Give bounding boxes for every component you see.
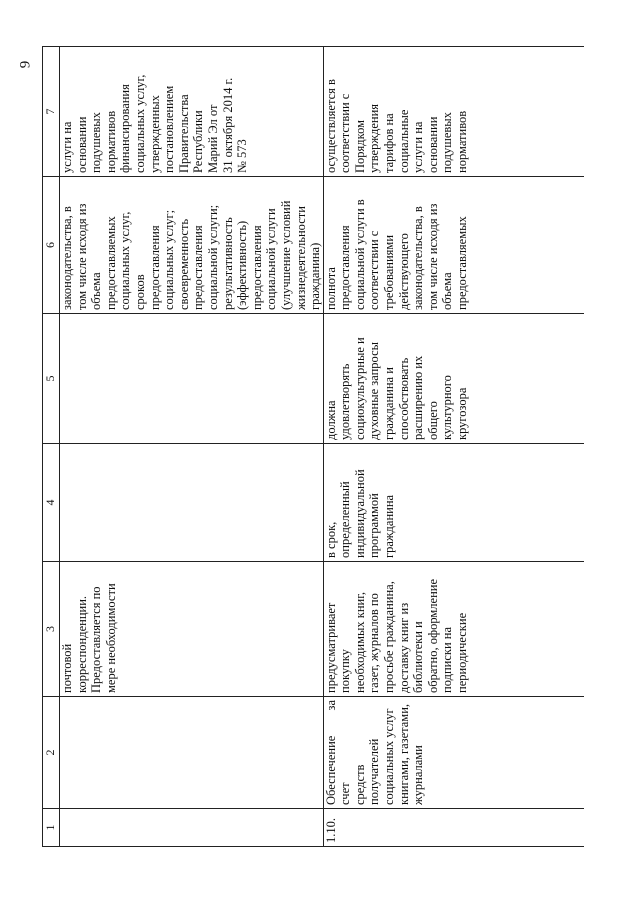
- cell-number: [60, 809, 324, 847]
- header-col-5: 5: [43, 314, 60, 444]
- header-col-6: 6: [43, 177, 60, 314]
- cell-service-name: Обеспечение за счет средств получателей социальных услуг книгами, газетами, журналами: [323, 697, 584, 809]
- table-row-1-10: [323, 47, 584, 847]
- cell-service-term: [60, 444, 324, 562]
- cell-provision-conditions: осуществляется в соответствии с Порядком утверждения тарифов на социальные услуги на основании подушевых нормативов: [323, 47, 584, 177]
- cell-service-term: в срок, определенный индивидуальной программой гражданина: [323, 444, 584, 562]
- cell-quality-indicators: полнота предоставления социальной услуги в соответствии с требованиями действующего законодательства, в том числе исходя из объема предоставляемых: [323, 177, 584, 314]
- cell-service-volume: [60, 314, 324, 444]
- page-number: 9: [17, 60, 34, 69]
- cell-service-content: предусматривает покупку необходимых книг, газет, журналов по просьбе гражданина, доставку книг из библиотеки и обратно, оформление подписки на периодические: [323, 562, 584, 697]
- cell-service-volume: должна удовлетворять социокультурные и духовные запросы гражданина и способствовать расширению их общего культурного кругозора: [323, 314, 584, 444]
- header-col-4: 4: [43, 444, 60, 562]
- cell-number: 1.10.: [323, 809, 584, 847]
- header-col-3: 3: [43, 562, 60, 697]
- table-header-row: [43, 47, 60, 847]
- header-col-1: 1: [43, 809, 60, 847]
- header-col-2: 2: [43, 697, 60, 809]
- table-row-continued: [60, 47, 324, 847]
- cell-service-name: [60, 697, 324, 809]
- cell-service-content: почтовой корреспонденции. Предоставляется по мере необходимости: [60, 562, 324, 697]
- rotated-table-wrapper: [42, 47, 582, 847]
- header-col-7: 7: [43, 47, 60, 177]
- cell-provision-conditions: услуги на основании подушевых нормативов финансирования социальных услуг, утвержденных постановлением Правительства Республики Марий Эл от 31 октября 2014 г. № 573: [60, 47, 324, 177]
- cell-quality-indicators: законодательства, в том числе исходя из объема предоставляемых социальных услуг, сроков предоставления социальных услуг; своевременность предоставления социальной услуги; результативность (эффективность) предоставления социальной услуги (улучшение условий жизнедеятельности гражданина): [60, 177, 324, 314]
- services-table: [42, 46, 584, 847]
